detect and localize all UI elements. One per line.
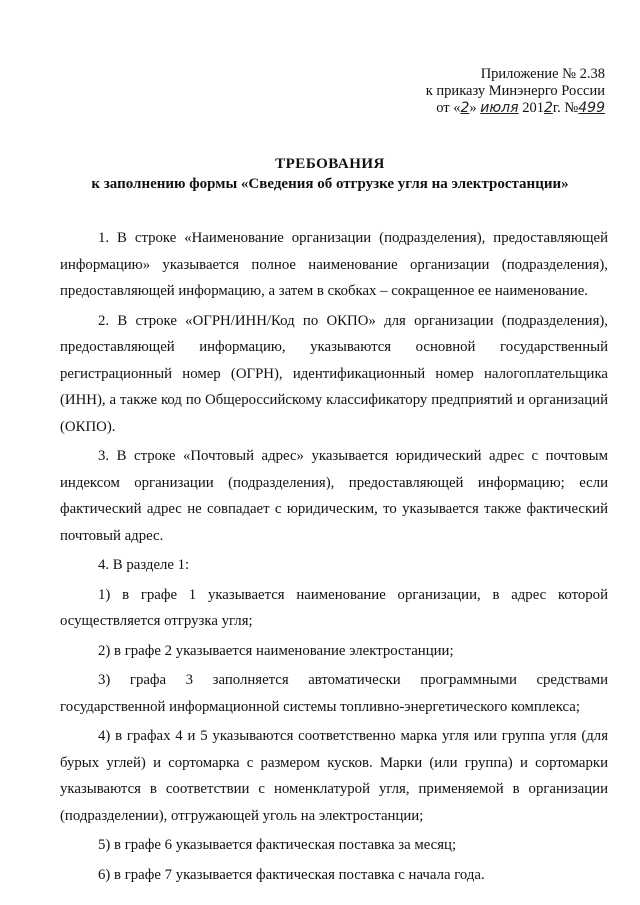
handwritten-order-number: 499 bbox=[578, 100, 605, 116]
list-item-2: 2) в графе 2 указывается наименование электростанции; bbox=[98, 642, 454, 659]
document-body bbox=[60, 225, 608, 891]
order-date-line bbox=[400, 100, 605, 117]
paragraph-3: 3. В строке «Почтовый адрес» указывается юридический адрес с почтовым индексом организации (подразделения), предоставляющей информацию; если фактический адрес не совпадает с юридическим, то указывается также фактический почтовый адрес. bbox=[60, 448, 608, 544]
list-item-5: 5) в графе 6 указывается фактическая поставка за месяц; bbox=[98, 837, 457, 853]
handwritten-month: июля bbox=[480, 100, 519, 116]
list-item-6: 6) в графе 7 указывается фактическая поставка с начала года. bbox=[98, 866, 485, 883]
order-reference: к приказу Минэнерго России bbox=[425, 83, 605, 99]
list-item-1: 1) в графе 1 указывается наименование организации, в адрес которой осуществляется отгрузка угля; bbox=[60, 586, 608, 629]
title-subheading: к заполнению формы «Сведения об отгрузке угля на электростанции» bbox=[91, 176, 569, 192]
paragraph-4: 4. В разделе 1: bbox=[98, 557, 190, 573]
list-item-4: 4) в графах 4 и 5 указываются соответственно марка угля или группа угля (для бурых углей) и сортомарка с размером кусков. Марки (или группа) и сортомарки указываются в соответствии с номенклатурой угля, применяемой в организации (подразделении), отгружающей уголь на электростанции; bbox=[60, 728, 608, 824]
list-item-3: 3) графа 3 заполняется автоматически программными средствами государственной информационной системы топливно-энергетического комплекса; bbox=[60, 672, 608, 715]
handwritten-day: 2 bbox=[460, 100, 470, 116]
date-quote-close: » bbox=[469, 100, 477, 116]
date-prefix: от « bbox=[436, 100, 461, 116]
paragraph-1: 1. В строке «Наименование организации (подразделения), предоставляющей информацию» указывается полное наименование организации (подразделения), предоставляющей информацию, а затем в скобках – сокращенное ее наименование. bbox=[60, 230, 608, 299]
title-heading: ТРЕБОВАНИЯ bbox=[275, 156, 385, 172]
year-prefix: 201 bbox=[518, 100, 544, 116]
document-title bbox=[40, 154, 620, 194]
appendix-number: Приложение № 2.38 bbox=[480, 66, 605, 82]
paragraph-2: 2. В строке «ОГРН/ИНН/Код по ОКПО» для организации (подразделения), предоставляющей информацию, указываются основной государственный регистрационный номер (ОГРН), идентификационный номер налогоплательщика (ИНН), а также код по Общероссийскому классификатору предприятий и организаций (ОКПО). bbox=[60, 312, 608, 435]
handwritten-year-digit: 2 bbox=[543, 100, 553, 116]
appendix-header bbox=[400, 66, 605, 117]
number-label: г. № bbox=[552, 100, 579, 116]
